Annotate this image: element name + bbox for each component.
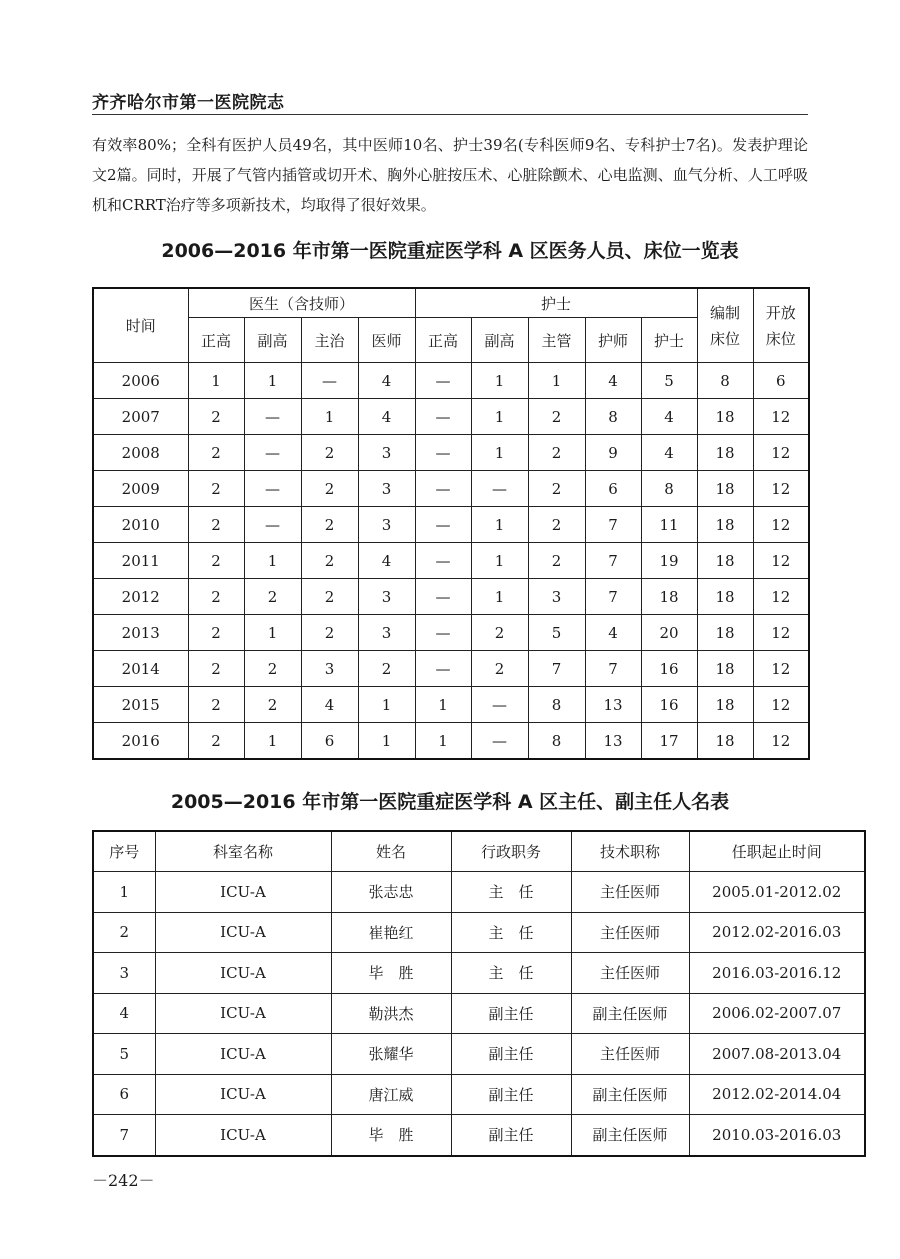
cell-serial: 7 [93,1115,155,1156]
cell-admin-post: 主 任 [451,912,571,953]
cell-doc-senior: 2 [188,723,244,760]
table-row [93,1115,865,1156]
cell-open-beds: 12 [753,687,809,723]
cell-doc-physician: 2 [358,651,415,687]
header-dept: 科室名称 [155,831,331,872]
cell-nurse-charge: 2 [528,399,585,435]
header-name: 姓名 [331,831,451,872]
cell-serial: 3 [93,953,155,994]
cell-tenure: 2012.02-2014.04 [689,1074,865,1115]
table-row [93,651,809,687]
cell-doc-attending: — [301,363,358,399]
cell-year: 2011 [93,543,188,579]
cell-serial: 1 [93,872,155,913]
header-doctor-attending: 主治 [301,318,358,363]
header-open-beds-line2: 床位 [765,329,796,348]
cell-planned-beds: 8 [697,363,753,399]
cell-open-beds: 12 [753,723,809,760]
running-head: 齐齐哈尔市第一医院院志 [92,93,285,113]
cell-name: 毕 胜 [331,953,451,994]
cell-doc-physician: 4 [358,543,415,579]
cell-nurse-practitioner: 4 [585,615,641,651]
cell-open-beds: 12 [753,579,809,615]
cell-serial: 2 [93,912,155,953]
header-open-beds [753,288,809,363]
cell-year: 2012 [93,579,188,615]
cell-tech-title: 副主任医师 [571,1074,689,1115]
header-nurse-associate: 副高 [471,318,528,363]
header-open-beds-line1: 开放 [765,303,796,322]
header-time: 时间 [93,288,188,363]
cell-dept: ICU-A [155,1074,331,1115]
cell-doc-associate: 1 [244,615,301,651]
cell-planned-beds: 18 [697,435,753,471]
cell-open-beds: 12 [753,399,809,435]
cell-planned-beds: 18 [697,543,753,579]
cell-nurse-practitioner: 6 [585,471,641,507]
page-number: －242－ [92,1171,155,1190]
cell-doc-associate: — [244,399,301,435]
cell-doc-attending: 2 [301,543,358,579]
cell-open-beds: 12 [753,615,809,651]
table-row [93,363,809,399]
cell-nurse-senior: 1 [415,723,471,760]
cell-nurse-associate: — [471,471,528,507]
cell-nurse-charge: 3 [528,579,585,615]
cell-doc-physician: 3 [358,579,415,615]
table-row [93,615,809,651]
header-tech-title: 技术职称 [571,831,689,872]
table-row [93,953,865,994]
cell-nurse-charge: 8 [528,723,585,760]
cell-planned-beds: 18 [697,615,753,651]
cell-doc-associate: — [244,507,301,543]
header-nurse: 护士 [641,318,697,363]
cell-nurse-senior: — [415,507,471,543]
cell-doc-attending: 1 [301,399,358,435]
cell-nurse: 11 [641,507,697,543]
cell-tech-title: 主任医师 [571,953,689,994]
cell-nurse-senior: — [415,651,471,687]
header-nurse-group: 护士 [415,288,697,318]
cell-nurse-charge: 5 [528,615,585,651]
cell-open-beds: 12 [753,435,809,471]
cell-planned-beds: 18 [697,687,753,723]
cell-nurse-associate: — [471,723,528,760]
cell-tenure: 2016.03-2016.12 [689,953,865,994]
cell-doc-senior: 1 [188,363,244,399]
cell-nurse: 5 [641,363,697,399]
cell-nurse-charge: 1 [528,363,585,399]
header-doctor-physician: 医师 [358,318,415,363]
cell-planned-beds: 18 [697,579,753,615]
cell-doc-attending: 2 [301,471,358,507]
cell-nurse-senior: 1 [415,687,471,723]
cell-tenure: 2007.08-2013.04 [689,1034,865,1075]
cell-doc-associate: 2 [244,579,301,615]
cell-nurse: 19 [641,543,697,579]
cell-nurse: 8 [641,471,697,507]
table-row [93,912,865,953]
cell-name: 张志忠 [331,872,451,913]
cell-nurse-practitioner: 8 [585,399,641,435]
cell-doc-senior: 2 [188,687,244,723]
cell-open-beds: 12 [753,543,809,579]
table2-title: 2005—2016 年市第一医院重症医学科 A 区主任、副主任人名表 [170,791,730,813]
cell-nurse-charge: 8 [528,687,585,723]
table-row [93,435,809,471]
header-doctor-senior: 正高 [188,318,244,363]
header-tenure: 任职起止时间 [689,831,865,872]
cell-open-beds: 12 [753,651,809,687]
table-row [93,1074,865,1115]
cell-nurse-senior: — [415,399,471,435]
cell-doc-physician: 3 [358,507,415,543]
cell-doc-attending: 2 [301,579,358,615]
table-row [93,1034,865,1075]
cell-nurse-practitioner: 7 [585,543,641,579]
cell-doc-associate: 2 [244,687,301,723]
cell-nurse: 4 [641,435,697,471]
cell-tech-title: 主任医师 [571,912,689,953]
cell-tech-title: 主任医师 [571,1034,689,1075]
header-nurse-senior: 正高 [415,318,471,363]
cell-nurse: 17 [641,723,697,760]
cell-nurse-associate: 2 [471,615,528,651]
header-planned-beds-line1: 编制 [710,303,741,322]
cell-year: 2014 [93,651,188,687]
cell-admin-post: 副主任 [451,1115,571,1156]
cell-nurse: 16 [641,651,697,687]
cell-serial: 4 [93,993,155,1034]
cell-doc-senior: 2 [188,471,244,507]
intro-paragraph [92,130,808,220]
cell-nurse-practitioner: 7 [585,579,641,615]
cell-tech-title: 副主任医师 [571,993,689,1034]
cell-admin-post: 副主任 [451,1074,571,1115]
header-doctor-group: 医生（含技师） [188,288,415,318]
header-nurse-practitioner: 护师 [585,318,641,363]
cell-doc-associate: — [244,471,301,507]
cell-serial: 6 [93,1074,155,1115]
table-row [93,543,809,579]
cell-nurse-associate: 1 [471,543,528,579]
cell-doc-senior: 2 [188,615,244,651]
cell-doc-physician: 1 [358,687,415,723]
cell-nurse: 20 [641,615,697,651]
cell-doc-physician: 3 [358,435,415,471]
cell-year: 2010 [93,507,188,543]
cell-planned-beds: 18 [697,723,753,760]
table-row [93,723,809,760]
cell-year: 2009 [93,471,188,507]
cell-doc-senior: 2 [188,543,244,579]
cell-year: 2006 [93,363,188,399]
cell-nurse-practitioner: 7 [585,507,641,543]
cell-planned-beds: 18 [697,399,753,435]
cell-year: 2015 [93,687,188,723]
cell-nurse-senior: — [415,579,471,615]
cell-nurse-associate: 1 [471,579,528,615]
cell-admin-post: 副主任 [451,1034,571,1075]
cell-admin-post: 主 任 [451,872,571,913]
cell-dept: ICU-A [155,993,331,1034]
staff-beds-table [92,287,810,760]
cell-year: 2007 [93,399,188,435]
cell-nurse-senior: — [415,543,471,579]
cell-nurse-senior: — [415,363,471,399]
cell-doc-associate: 2 [244,651,301,687]
cell-nurse-charge: 2 [528,471,585,507]
table-row [93,399,809,435]
cell-nurse-charge: 2 [528,435,585,471]
cell-open-beds: 12 [753,507,809,543]
cell-nurse-senior: — [415,435,471,471]
cell-name: 唐江威 [331,1074,451,1115]
cell-planned-beds: 18 [697,507,753,543]
cell-nurse-practitioner: 9 [585,435,641,471]
cell-doc-senior: 2 [188,507,244,543]
table-row [93,579,809,615]
header-doctor-associate: 副高 [244,318,301,363]
cell-open-beds: 6 [753,363,809,399]
cell-nurse-charge: 7 [528,651,585,687]
table-row [93,507,809,543]
table-row [93,471,809,507]
directors-table [92,830,866,1157]
cell-name: 张耀华 [331,1034,451,1075]
cell-doc-attending: 2 [301,435,358,471]
cell-doc-associate: 1 [244,543,301,579]
cell-nurse-practitioner: 7 [585,651,641,687]
header-planned-beds [697,288,753,363]
cell-nurse-practitioner: 4 [585,363,641,399]
intro-text: 有效率80%；全科有医护人员49名，其中医师10名、护士39名(专科医师9名、专科护士7名)。发表护理论文2篇。同时，开展了气管内插管或切开术、胸外心脏按压术、心脏除颤术、心电监测、血气分析、人工呼吸机和CRRT治疗等多项新技术，均取得了很好效果。 [92,136,808,214]
header-serial: 序号 [93,831,155,872]
cell-doc-physician: 4 [358,363,415,399]
cell-nurse-associate: 2 [471,651,528,687]
cell-nurse: 18 [641,579,697,615]
cell-admin-post: 主 任 [451,953,571,994]
cell-nurse-associate: 1 [471,435,528,471]
cell-tenure: 2010.03-2016.03 [689,1115,865,1156]
cell-name: 毕 胜 [331,1115,451,1156]
cell-doc-senior: 2 [188,435,244,471]
table-row [93,993,865,1034]
table-row [93,687,809,723]
cell-nurse-practitioner: 13 [585,723,641,760]
cell-nurse-associate: 1 [471,363,528,399]
cell-tenure: 2012.02-2016.03 [689,912,865,953]
cell-doc-associate: 1 [244,723,301,760]
cell-tech-title: 主任医师 [571,872,689,913]
cell-doc-physician: 3 [358,615,415,651]
cell-nurse-associate: — [471,687,528,723]
cell-year: 2008 [93,435,188,471]
cell-tech-title: 副主任医师 [571,1115,689,1156]
cell-tenure: 2005.01-2012.02 [689,872,865,913]
header-admin-post: 行政职务 [451,831,571,872]
cell-nurse-associate: 1 [471,399,528,435]
table-row [93,872,865,913]
cell-admin-post: 副主任 [451,993,571,1034]
table1-title: 2006—2016 年市第一医院重症医学科 A 区医务人员、床位一览表 [161,240,739,262]
cell-tenure: 2006.02-2007.07 [689,993,865,1034]
cell-nurse-senior: — [415,615,471,651]
cell-doc-associate: 1 [244,363,301,399]
cell-doc-attending: 3 [301,651,358,687]
header-rule [92,114,808,115]
header-planned-beds-line2: 床位 [710,329,741,348]
cell-dept: ICU-A [155,1034,331,1075]
cell-serial: 5 [93,1034,155,1075]
cell-name: 崔艳红 [331,912,451,953]
cell-doc-physician: 3 [358,471,415,507]
cell-doc-attending: 2 [301,507,358,543]
cell-doc-attending: 2 [301,615,358,651]
cell-nurse: 16 [641,687,697,723]
cell-dept: ICU-A [155,953,331,994]
cell-doc-attending: 6 [301,723,358,760]
cell-name: 勒洪杰 [331,993,451,1034]
cell-dept: ICU-A [155,1115,331,1156]
cell-doc-physician: 1 [358,723,415,760]
cell-nurse-associate: 1 [471,507,528,543]
cell-planned-beds: 18 [697,471,753,507]
cell-nurse: 4 [641,399,697,435]
cell-open-beds: 12 [753,471,809,507]
cell-dept: ICU-A [155,912,331,953]
cell-doc-senior: 2 [188,579,244,615]
cell-nurse-practitioner: 13 [585,687,641,723]
cell-doc-associate: — [244,435,301,471]
cell-nurse-charge: 2 [528,543,585,579]
cell-year: 2016 [93,723,188,760]
cell-doc-physician: 4 [358,399,415,435]
cell-doc-senior: 2 [188,399,244,435]
cell-doc-attending: 4 [301,687,358,723]
cell-planned-beds: 18 [697,651,753,687]
cell-nurse-senior: — [415,471,471,507]
cell-doc-senior: 2 [188,651,244,687]
cell-dept: ICU-A [155,872,331,913]
cell-nurse-charge: 2 [528,507,585,543]
cell-year: 2013 [93,615,188,651]
header-nurse-charge: 主管 [528,318,585,363]
